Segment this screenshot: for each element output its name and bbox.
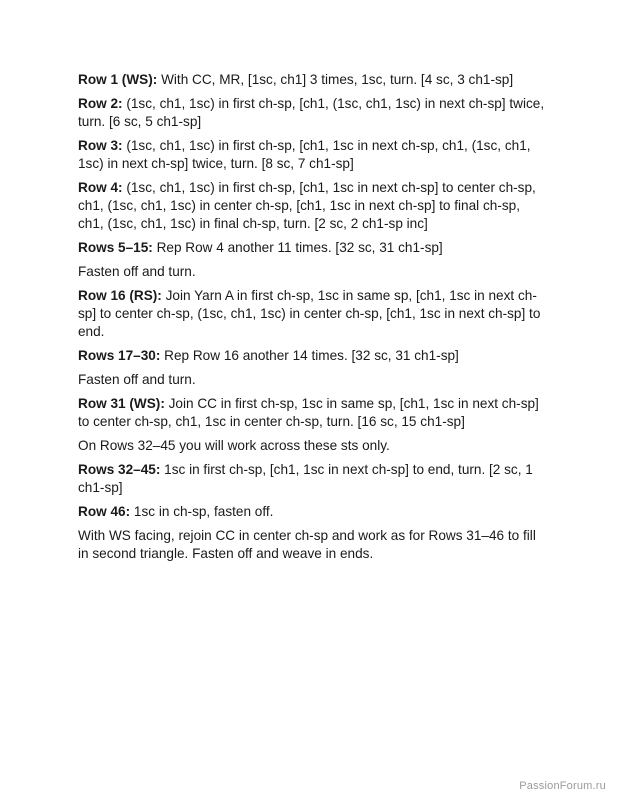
row-label: Row 16 (RS): xyxy=(78,288,162,303)
row-text: 1sc in ch-sp, fasten off. xyxy=(130,504,274,519)
instruction-fasten-off-2 xyxy=(78,371,548,389)
row-text: Rep Row 16 another 14 times. [32 sc, 31 ch1-sp] xyxy=(160,348,459,363)
row-text: Rep Row 4 another 11 times. [32 sc, 31 ch1-sp] xyxy=(152,240,443,255)
row-label: Row 31 (WS): xyxy=(78,396,165,411)
instruction-row-16 xyxy=(78,287,548,341)
row-text: Fasten off and turn. xyxy=(78,264,196,279)
row-label: Row 1 (WS): xyxy=(78,72,158,87)
row-label: Rows 17–30: xyxy=(78,348,161,363)
row-label: Row 3: xyxy=(78,138,123,153)
row-label: Row 4: xyxy=(78,180,123,195)
instruction-row-4 xyxy=(78,179,548,233)
row-text: With CC, MR, [1sc, ch1] 3 times, 1sc, turn. [4 sc, 3 ch1-sp] xyxy=(157,72,514,87)
instruction-rows-32-45 xyxy=(78,461,548,497)
instruction-rows-17-30 xyxy=(78,347,548,365)
instruction-row-1 xyxy=(78,71,548,89)
row-text: Join CC in first ch-sp, 1sc in same sp, [ch1, 1sc in next ch-sp] to center ch-sp, ch1, 1sc in center ch-sp, turn. [16 sc, 15 ch1-sp] xyxy=(78,396,539,429)
row-label: Rows 5–15: xyxy=(78,240,153,255)
instruction-second-triangle xyxy=(78,527,548,563)
row-text: 1sc in first ch-sp, [ch1, 1sc in next ch-sp] to end, turn. [2 sc, 1 ch1-sp] xyxy=(78,462,533,495)
instruction-row-3 xyxy=(78,137,548,173)
instruction-rows-5-15 xyxy=(78,239,548,257)
row-label: Row 46: xyxy=(78,504,131,519)
row-text: With WS facing, rejoin CC in center ch-sp and work as for Rows 31–46 to fill in second triangle. Fasten off and weave in ends. xyxy=(78,528,536,561)
row-text: (1sc, ch1, 1sc) in first ch-sp, [ch1, 1sc in next ch-sp] to center ch-sp, ch1, (1sc, ch1, 1sc) in center ch-sp, [ch1, 1sc in next ch-sp] to final ch-sp, ch1, (1sc, ch1, 1sc) in final ch-sp, turn. [2 sc, 2 ch1-sp inc] xyxy=(78,180,536,231)
row-text: (1sc, ch1, 1sc) in first ch-sp, [ch1, (1sc, ch1, 1sc) in next ch-sp] twice, turn. [6 sc, 5 ch1-sp] xyxy=(78,96,545,129)
watermark: PassionForum.ru xyxy=(519,780,606,792)
pattern-instructions xyxy=(78,71,548,569)
row-text: Fasten off and turn. xyxy=(78,372,196,387)
instruction-row-2 xyxy=(78,95,548,131)
row-text: (1sc, ch1, 1sc) in first ch-sp, [ch1, 1sc in next ch-sp, ch1, (1sc, ch1, 1sc) in next ch-sp] twice, turn. [8 sc, 7 ch1-sp] xyxy=(78,138,531,171)
row-text: Join Yarn A in first ch-sp, 1sc in same sp, [ch1, 1sc in next ch-sp] to center ch-sp, (1sc, ch1, 1sc) in center ch-sp, [ch1, 1sc in next ch-sp] to end. xyxy=(78,288,541,339)
instruction-row-46 xyxy=(78,503,548,521)
row-label: Row 2: xyxy=(78,96,123,111)
row-label: Rows 32–45: xyxy=(78,462,161,477)
instruction-row-31 xyxy=(78,395,548,431)
row-text: On Rows 32–45 you will work across these sts only. xyxy=(78,438,390,453)
instruction-note-rows-32-45 xyxy=(78,437,548,455)
instruction-fasten-off-1 xyxy=(78,263,548,281)
